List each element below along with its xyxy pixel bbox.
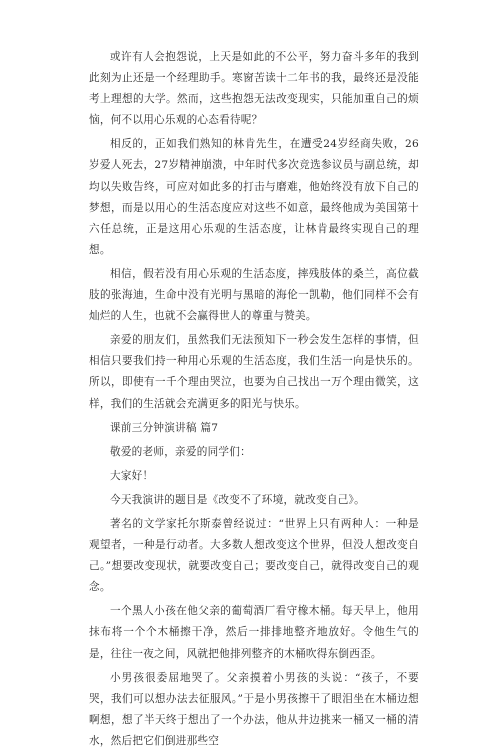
paragraph-complaint: 或许有人会抱怨说，上天是如此的不公平，努力奋斗多年的我到此刻为止还是一个经理助手。寒窗苦读十二年书的我，最终还是没能考上理想的大学。然而，这些抱怨无法改变现实，只能加重自己的烦恼，何不以用心乐观的心态看待呢？ bbox=[89, 51, 419, 127]
paragraph-sanglan: 相信，假若没有用心乐观的生活态度，摔残肢体的桑兰，高位截肢的张海迪，生命中没有光明与黑暗的海伦一凯勒，他们同样不会有灿烂的人生，也就不会赢得世人的尊重与赞美。 bbox=[89, 267, 419, 323]
paragraph-friends: 亲爱的朋友们，虽然我们无法预知下一秒会发生怎样的事情，但相信只要我们持一种用心乐观的生活态度，我们生活一向是快乐的。所以，即使有一千个理由哭泣，也要为自己找出一万个理由微笑，这样，我们的生活就会充满更多的阳光与快乐。 bbox=[89, 334, 419, 410]
speech-title-line: 今天我演讲的题目是《改变不了环境，就改变自己》。 bbox=[110, 493, 365, 506]
greeting-line: 敬爱的老师，亲爱的同学们： bbox=[110, 445, 251, 458]
paragraph-boy-cried: 小男孩很委屈地哭了。父亲摸着小男孩的头说：“孩子，不要哭，我们可以想办法去征服风。”于是小男孩擦干了眼泪坐在木桶边想啊想，想了半天终于想出了一个办法，他从井边挑来一桶又一桶的清水，然后把它们倒进那些空 bbox=[89, 671, 419, 747]
paragraph-barrels: 一个黑人小孩在他父亲的葡萄酒厂看守橡木桶。每天早上，他用抹布将一个个木桶擦干净，然后一排排地整齐地放好。令他生气的是，往往一夜之间，风就把他排列整齐的木桶吹得东倒西歪。 bbox=[89, 605, 419, 660]
document-body bbox=[89, 47, 419, 755]
section-heading: 课前三分钟演讲稿 篇7 bbox=[110, 421, 219, 434]
paragraph-lincoln: 相反的，正如我们熟知的林肯先生，在遭受24岁经商失败，26岁爱人死去，27岁精神崩溃，中年时代多次竞选参议员与副总统，却均以失败告终，可应对如此多的打击与磨难，他始终没有放下自己的梦想，而是以用心的生活态度应对这些不如意，最终他成为美国第十六任总统，正是这用心乐观的生活态度，让林肯最终实现自己的理想。 bbox=[89, 138, 419, 256]
hello-line: 大家好！ bbox=[110, 469, 154, 482]
paragraph-tolstoy: 著名的文学家托尔斯泰曾经说过：“世界上只有两种人：一种是观望者，一种是行动者。大多数人想改变这个世界，但没人想改变自己。”想要改变现状，就要改变自己；要改变自己，就得改变自己的观念。 bbox=[89, 517, 419, 594]
